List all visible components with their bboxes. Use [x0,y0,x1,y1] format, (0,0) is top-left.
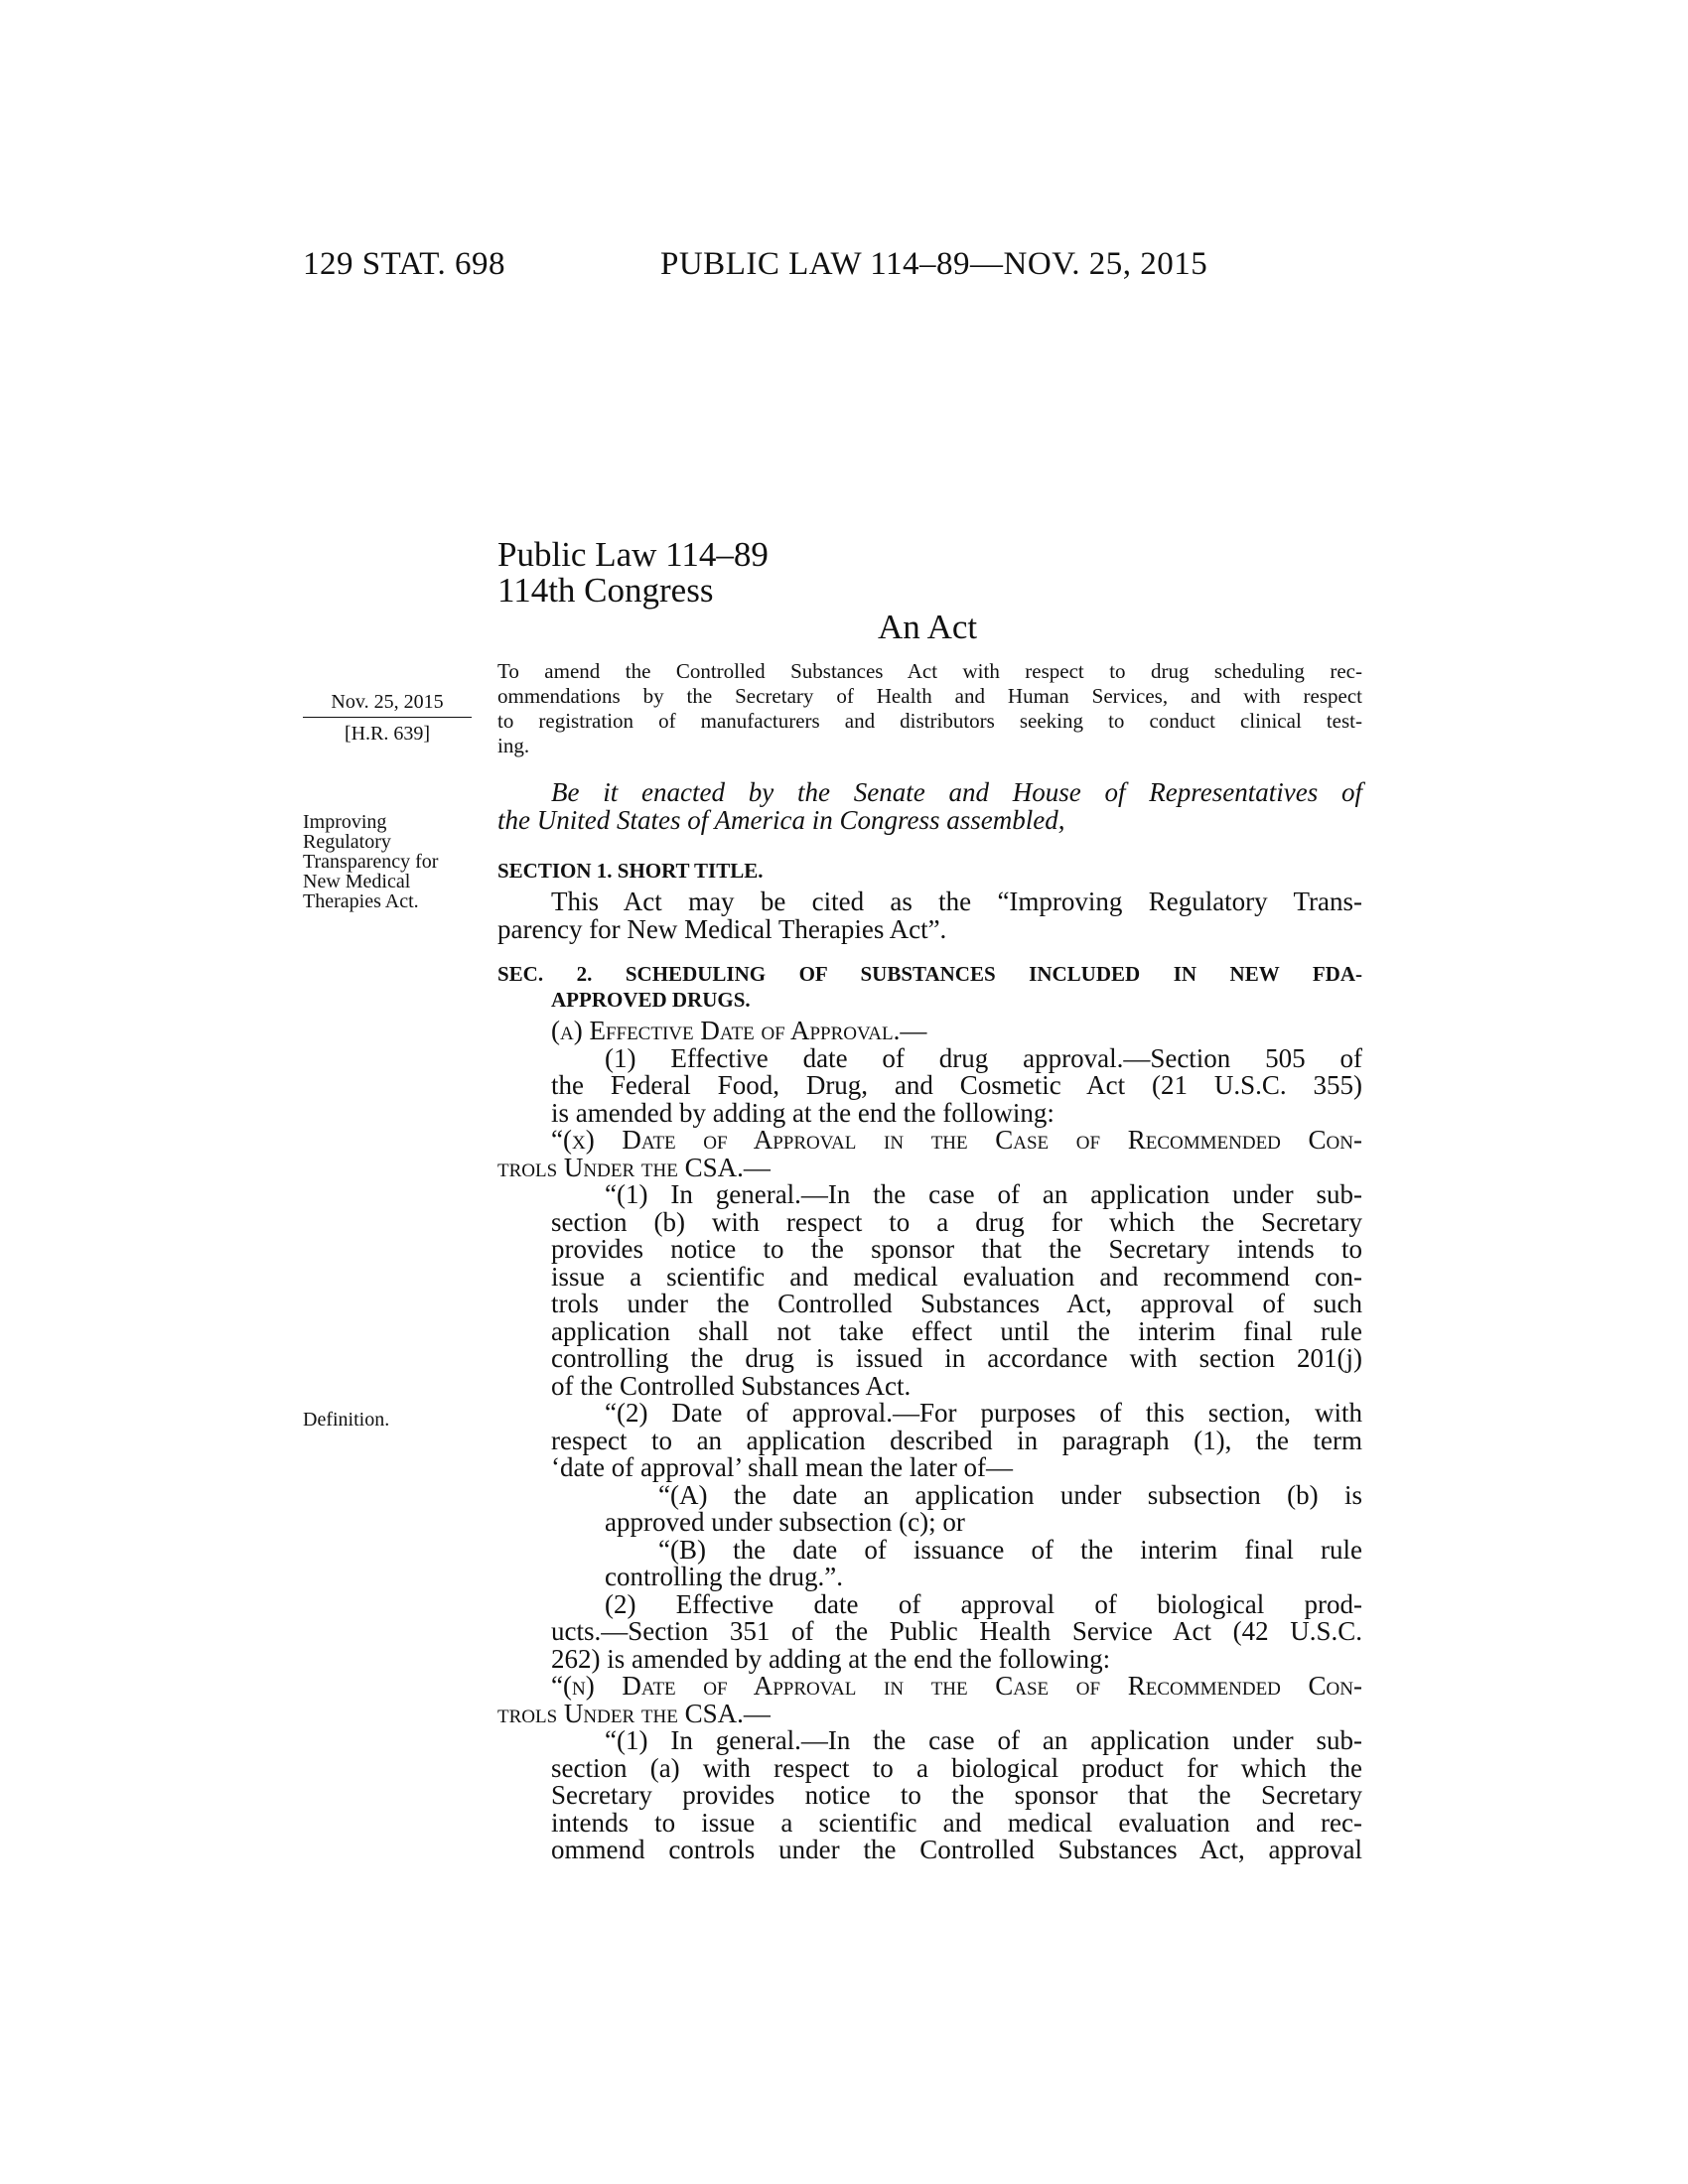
paragraph-1 [497,1042,1362,1128]
text-line: “(A) the date an application under subsection (b) is [658,1479,1362,1510]
margin-note-line: Therapies Act. [303,890,419,912]
text-line: This Act may be cited as the “Improving Regulatory Trans- [551,887,1362,916]
text-line: (1) Effective date of drug approval.—Section 505 of [605,1042,1362,1073]
paragraph-2 [497,1588,1362,1674]
text-line: (2) Effective date of approval of biological prod- [605,1588,1362,1619]
purpose-line: ing. [497,734,530,757]
section-2-body [497,1018,1362,1864]
heading-line: APPROVED DRUGS. [551,988,751,1012]
subsection-a-heading: (a) Effective Date of Approval.— [551,1016,927,1045]
text-line: ucts.—Section 351 of the Public Health Service Act (42 U.S.C. [551,1616,1362,1646]
subsection-x-heading [497,1127,1362,1181]
text-line: “(n) Date of Approval in the Case of Recommended Con- [551,1671,1362,1701]
text-line: “(B) the date of issuance of the interim final rule [658,1534,1362,1565]
enactment-date-block [303,689,472,747]
running-head: PUBLIC LAW 114–89—NOV. 25, 2015 [660,246,1208,282]
purpose-statement [497,659,1362,758]
text-line: Secretary provides notice to the sponsor that the Secretary [551,1780,1362,1810]
margin-note-short-title [303,812,438,911]
section-1-text [497,888,1362,943]
purpose-line: ommendations by the Secretary of Health and Human Services, and with respect [497,684,1362,708]
bill-number: [H.R. 639] [344,723,431,745]
text-line: ‘date of approval’ shall mean the later of— [551,1452,1014,1482]
text-line: controlling the drug is issued in accordance with section 201(j) [551,1343,1362,1373]
section-1-heading: SECTION 1. SHORT TITLE. [497,859,764,883]
stat-page-number: 129 STAT. 698 [303,246,506,282]
text-line: trols Under the CSA.— [497,1152,771,1182]
law-number: Public Law 114–89 [497,535,769,574]
text-line: “(2) Date of approval.—For purposes of this section, with [605,1398,1362,1428]
text-line: of the Controlled Substances Act. [551,1370,912,1401]
section-2-heading [497,961,1362,1013]
text-line: ommend controls under the Controlled Substances Act, approval [551,1835,1362,1864]
subsection-n-heading [497,1673,1362,1727]
text-line: “(1) In general.—In the case of an application under sub- [605,1725,1362,1755]
text-line: parency for New Medical Therapies Act”. [497,913,947,944]
subsection-x-paragraph-2 [497,1400,1362,1482]
enacting-line: Be it enacted by the Senate and House of Representatives of [551,777,1362,807]
purpose-line: To amend the Controlled Substances Act with respect to drug scheduling rec- [497,659,1362,683]
margin-note-definition: Definition. [303,1409,390,1431]
subsection-x-paragraph-1 [497,1181,1362,1400]
text-line: trols Under the CSA.— [497,1698,771,1728]
text-line: provides notice to the sponsor that the Secretary intends to [551,1234,1362,1264]
purpose-line: to registration of manufacturers and distributors seeking to conduct clinical test- [497,709,1362,733]
enacting-line: the United States of America in Congress assembled, [497,804,1065,835]
text-line: trols under the Controlled Substances Act, approval of such [551,1289,1362,1318]
margin-note-line: New Medical [303,871,411,892]
text-line: is amended by adding at the end the following: [551,1097,1055,1128]
congress-number: 114th Congress [497,571,714,610]
subparagraph-b [497,1534,1362,1591]
text-line: respect to an application described in paragraph (1), the term [551,1425,1362,1455]
margin-note-line: Transparency for [303,851,439,873]
text-line: controlling the drug.”. [605,1562,843,1591]
text-line: “(1) In general.—In the case of an application under sub- [605,1179,1362,1209]
text-line: issue a scientific and medical evaluation and recommend con- [551,1261,1362,1292]
text-line: the Federal Food, Drug, and Cosmetic Act (21 U.S.C. 355) [551,1070,1362,1100]
text-line: application shall not take effect until the interim final rule [551,1315,1362,1346]
text-line: 262) is amended by adding at the end the following: [551,1643,1111,1674]
enacting-clause [497,779,1362,834]
subsection-n-paragraph-1 [497,1727,1362,1864]
text-line: “(x) Date of Approval in the Case of Recommended Con- [551,1125,1362,1155]
margin-note-line: Regulatory [303,831,391,853]
text-line: section (b) with respect to a drug for which the Secretary [551,1206,1362,1237]
enactment-date: Nov. 25, 2015 [331,691,444,713]
divider [303,717,472,718]
margin-note-line: Improving [303,811,387,833]
text-line: intends to issue a scientific and medical evaluation and rec- [551,1807,1362,1838]
act-label: An Act [878,608,978,646]
heading-line: SEC. 2. SCHEDULING OF SUBSTANCES INCLUDED IN NEW FDA- [497,962,1362,986]
text-line: approved under subsection (c); or [605,1507,965,1537]
subparagraph-a [497,1479,1362,1537]
text-line: section (a) with respect to a biological product for which the [551,1752,1362,1783]
